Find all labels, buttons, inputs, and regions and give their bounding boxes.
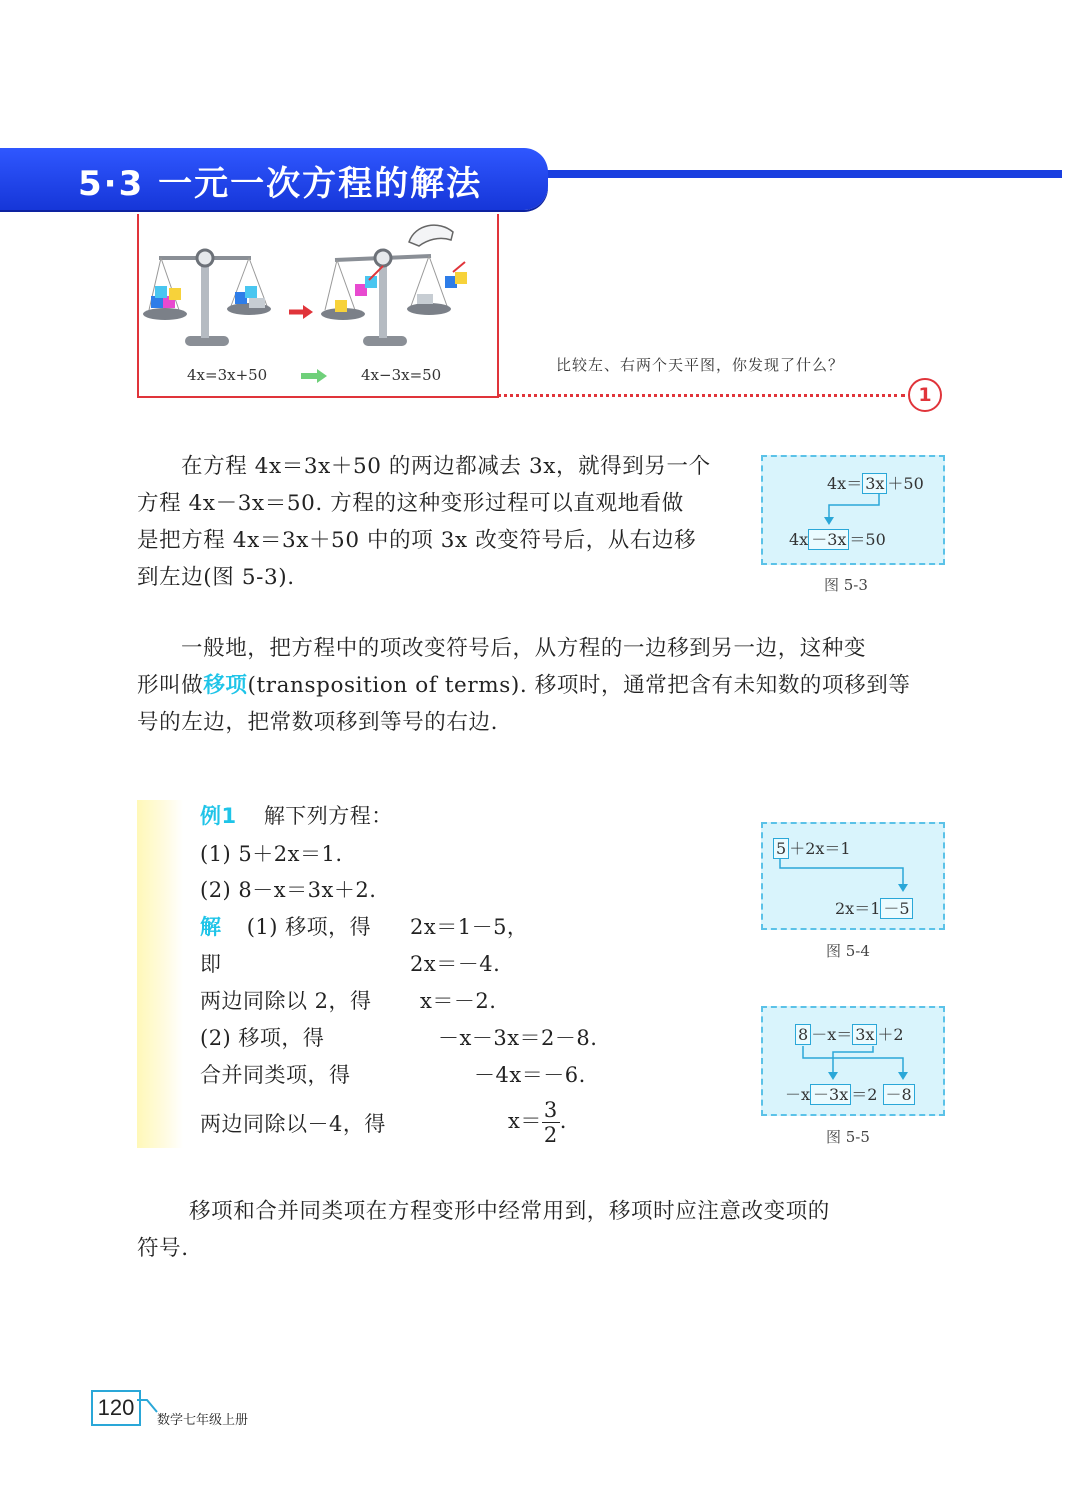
right-balance-scale [321,225,467,346]
problem-2: (2) 8－x＝3x＋2. [200,878,377,902]
dotted-connector [497,394,905,397]
fig54-bottom-box: －5 [880,898,912,919]
closing-line-2: 符号. [137,1236,189,1261]
book-title: 数学七年级上册 [157,1413,249,1428]
right-scale-equation: 4x−3x=50 [361,366,442,384]
solution-step-6-equation: x＝ $\frac{3}{2}$ . [508,1098,567,1147]
fig54-bottom-equation: 2x＝1 －5 [835,896,913,919]
paragraph-1-line: 在方程 4x＝3x＋50 的两边都减去 3x，就得到另一个 [181,454,711,479]
paragraph-1-line: 是把方程 4x＝3x＋50 中的项 3x 改变符号后，从右边移 [137,528,697,553]
solution-step-4-equation: －x－3x＝2－8. [438,1026,598,1050]
solution-step-3-equation: x＝－2. [420,989,497,1013]
fig54-top-equation: 5 ＋2x＝1 [773,836,851,859]
paragraph-2 [137,630,947,741]
section-title: 5·3 一元一次方程的解法 [78,164,483,204]
solution-step-3: 两边同除以 2，得 [200,989,372,1013]
closing-paragraph [137,1193,947,1267]
fig55-bottom-box-2: －8 [883,1084,915,1105]
fig54-caption: 图 5-4 [826,942,870,960]
fig55-bottom-box-1: －3x [810,1084,851,1105]
paragraph-2-line-1: 一般地，把方程中的项改变符号后，从方程的一边移到另一边，这种变 [181,636,867,661]
fig55-bottom-equation: －x －3x ＝2 －8 [785,1082,915,1105]
solution-step-1: 解 (1) 移项，得 [200,915,372,939]
fig53-caption: 图 5-3 [824,576,868,594]
fig53-bottom-box: －3x [808,529,849,550]
figure-5-5 [761,1006,945,1116]
paragraph-2-line-2: 形叫做移项(transposition of terms). 移项时，通常把含有未知数的项移到等 [137,673,911,698]
margin-question: 比较左、右两个天平图，你发现了什么？ [556,356,845,374]
fig53-bottom-equation: 4x －3x ＝50 [789,530,886,549]
solution-step-1-equation: 2x＝1－5， [410,915,529,939]
example-label: 例1 [200,804,237,828]
fraction-three-halves: $\frac{3}{2}$ [543,1098,558,1147]
problem-1: (1) 5＋2x＝1. [200,842,343,866]
fig55-caption: 图 5-5 [826,1128,870,1146]
fig53-top-box: 3x [862,473,887,494]
fig54-top-box: 5 [773,838,789,859]
left-balance-scale [143,250,271,346]
example-title: 例1 解下列方程： [200,804,393,828]
solution-step-2-equation: 2x＝－4. [410,952,501,976]
fig55-top-box-1: 8 [795,1024,811,1045]
paragraph-1 [137,448,747,596]
paragraph-1-line: 方程 4x－3x＝50. 方程的这种变形过程可以直观地看做 [137,491,684,516]
fig53-top-equation: 4x＝ 3x ＋50 [827,474,924,493]
fig55-top-equation: 8 －x＝ 3x ＋2 [795,1022,904,1045]
fig55-top-box-2: 3x [852,1024,877,1045]
solution-step-5: 合并同类项，得 [200,1063,351,1087]
question-marker: 1 [908,378,942,412]
solution-step-5-equation: －4x＝－6. [474,1063,586,1087]
paragraph-2-line-3: 号的左边，把常数项移到等号的右边. [137,710,499,735]
header-rule [540,170,1062,178]
paragraph-1-line: 到左边(图 5-3). [137,565,295,590]
left-scale-equation: 4x=3x+50 [187,366,268,384]
figure-5-3 [761,455,945,565]
balance-figure [137,214,499,398]
solution-step-4: (2) 移项，得 [200,1026,325,1050]
example-highlight-bar [137,800,183,1148]
figure-5-4 [761,822,945,930]
solution-step-6: 两边同除以－4，得 [200,1112,386,1136]
keyword-transposition: 移项 [203,673,248,698]
solution-step-2: 即 [200,952,222,976]
closing-line-1: 移项和合并同类项在方程变形中经常用到，移项时应注意改变项的 [189,1199,830,1224]
page-number: 120 [91,1390,141,1426]
solution-label: 解 [200,915,222,939]
